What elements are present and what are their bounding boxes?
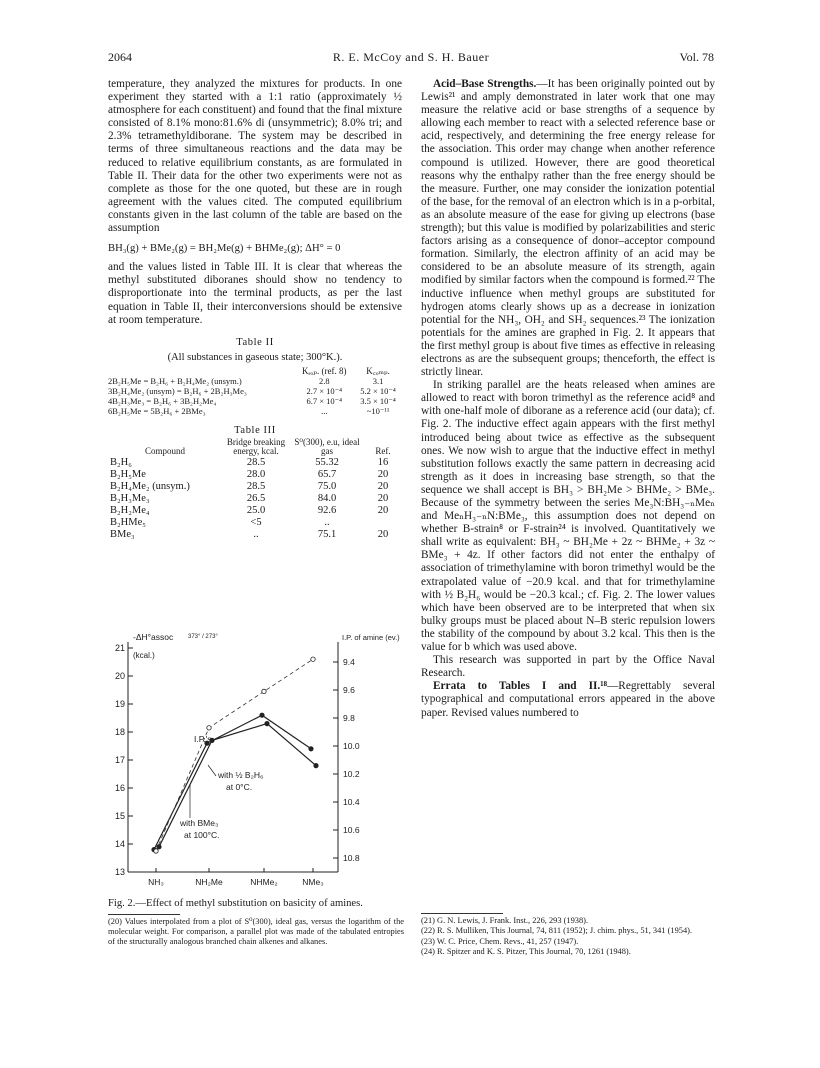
right-column [421,78,715,720]
table2 [108,366,402,416]
left-tick-label: 21 [114,643,125,653]
right-paragraph-2: In striking parallel are the heats released when amines are allowed to react with boron trimethyl as the reference acid⁸ and with one-half mole of diborane as a reference acid (our data); cf. Fig. 2. The inductive effect again appears with the first methyl introduced being about twice as effective as the subsequent ones. We now wish to argue that the inductive effect in methyl substitution follows exactly the same pattern in decreasing acid strength as it does in increasing base strength, so that the sequence we shall accept is BH₃ > BH₂Me > BHMe₂ > BMe₃. Because of the symmetry between the series Me₃N:BH₃₋ₙMeₙ and MeₙH₃₋ₙN:BMe₃, this assumption does not depend on whether B-strain⁸ or F-strain²⁴ is involved. Quantitatively we shall write as equivalent: BH₃ ~ BH₂Me + 2z ~ BHMe₂ + 3z ~ BMe₃ + 4z. If other factors did not enter the enthalpy of association of trimethylamine with boron trimethyl would be the extrapolated value of −20.9 kcal. and that for trimethylamine with ½ B₂H₆ would be −20.3 kcal.; cf. Fig. 2. The lower values which have been observed are to be interpreted that when six bulky groups must be placed about N–B steric repulsion lowers the stability of the compound by about 3.2 kcal. This then is the value for b which was used above. [421,379,715,654]
running-header [108,50,714,68]
data-point [260,713,264,717]
left-tick-label: 16 [114,783,125,793]
data-point [314,763,318,767]
x-tick-label: NMe₃ [302,877,324,887]
left-tick-label: 13 [114,867,125,877]
table-cell: .. [324,516,330,528]
right-tick-label: 10.2 [343,769,360,779]
table-cell: 20 [377,480,389,492]
paragraph-text: —Regrettably several typographical and computational errors appeared in the above paper. Revised values numbered to [421,680,716,719]
data-point [311,657,315,661]
table-cell: ~10⁻¹¹ [366,405,390,416]
footnote-rule [108,914,180,915]
data-point [309,747,313,751]
table-header-cell: Ref. [375,446,391,457]
table-cell: 20 [377,468,389,480]
table-cell: 26.5 [246,492,266,504]
annotation-pointer [208,765,216,776]
table-cell: 25.0 [246,504,266,516]
table-cell: 65.7 [317,468,337,480]
table-row [108,493,402,505]
data-point [154,849,158,853]
right-tick-label: 9.8 [343,713,355,723]
table-cell: 4B₂H₃Me₃ = B₂H₆ + 3B₂H₂Me₄ [108,395,217,406]
right-paragraph-4 [421,680,715,719]
table-cell: 20 [377,504,389,516]
right-tick-label: 9.4 [343,657,355,667]
left-axis-title: -ΔH°assoc [133,632,174,642]
section-heading-errata: Errata to Tables I and II.¹⁸ [433,680,607,693]
table-cell: 2B₂H₅Me = B₂H₆ + B₂H₄Me₂ (unsym.) [108,375,242,386]
table-row [108,529,402,541]
left-tick-label: 18 [114,727,125,737]
table-cell: 20 [377,528,389,540]
table3-caption: Table III [234,424,276,436]
left-tick-label: 14 [114,839,125,849]
table-row [108,406,402,416]
left-paragraph-2: and the values listed in Table III. It is clear that whereas the methyl substituted diboranes should show no tendency to disproportionate into the terminal products, as per the last equation in Table II, their interconversions should be extensive at room temperature. [108,261,402,326]
right-tick-label: 10.0 [343,741,360,751]
annotation-diborane-temp: at 0°C. [226,782,253,792]
table-row [108,396,402,406]
right-tick-label: 10.4 [343,797,360,807]
table-cell: 3.5 × 10⁻⁴ [360,395,396,406]
table-header-cell: Compound [144,446,185,457]
running-authors: R. E. McCoy and S. H. Bauer [332,50,490,64]
table-cell: 3.1 [372,375,384,386]
right-paragraph-3: This research was supported in part by the Office Naval Research. [421,654,715,680]
table-cell: B₂H₅Me [110,468,146,480]
table-cell: 16 [377,456,389,468]
left-tick-label: 17 [114,755,125,765]
figure-caption: Fig. 2.—Effect of methyl substitution on basicity of amines. [108,898,363,909]
equilibrium-equation: BH₃(g) + BMe₂(g) = BH₂Me(g) + BHMe₂(g); ΔH° = 0 [108,243,341,255]
annotation-diborane: with ½ B₂H₆ [218,770,264,780]
footnote-rule [421,913,503,914]
table-cell: 92.6 [317,504,337,516]
footnotes-right [421,913,717,958]
table3 [108,438,402,541]
left-tick-label: 19 [114,699,125,709]
left-axis-unit: (kcal.) [133,651,155,660]
table-cell: .. [253,528,259,540]
footnote-21: (21) G. N. Lewis, J. Frank. Inst., 226, 293 (1938). [421,916,589,925]
right-tick-label: 9.6 [343,685,355,695]
table-cell: 3B₂H₄Me₂ (unsym) = B₂H₆ + 2B₂H₃Me₃ [108,385,247,396]
table-header-cell: K꜀ₒₘₚ. [366,365,390,376]
table-header-cell: Bridge breaking energy, kcal. [226,436,286,457]
footnote-23: (23) W. C. Price, Chem. Revs., 41, 257 (1947). [421,936,579,946]
table-cell: 6B₂H₅Me = 5B₂H₆ + 2BMe₃ [108,405,206,416]
table-row [108,386,402,396]
table-cell: 28.5 [246,456,266,468]
table-row [108,376,402,386]
paragraph-text: —It has been originally pointed out by Lewis²¹ and amply demonstrated in later work that one may measure the relative acid or base strengths of a sequence by allowing each member to react with a selected reference base or acid, respectively, and determining the free energy release for the association. This order may change when another reference compound is utilized. However, there are good theoretical reasons why the enthalpy rather than the free energy should be the measure. Further, one may consider the ionization potential of the base, for the removal of an electron which is in a p-orbital, as an absolute measure of the ease for giving up electrons (base strength); but this value is modified by polarizabilities and steric factors arising as a consequence of donor–acceptor compound formation. Similarly, the electron affinity of an acid may be considered to be an absolute measure of its strength, again modified by similar factors when the compound is formed.²² The inductive influence when methyl groups are substituted for hydrogen atoms clearly shows up as a decrease in ionization potential for the NH₃, OH₂ and SH₂ sequences.²³ The ionization potentials for the amines are graphed in Fig. 2. It appears that the first methyl group is about five times as effective in releasing electrons as are the subsequent groups; thenceforth, the effect is strictly linear. [421,78,715,379]
table-cell: 5.2 × 10⁻⁴ [360,385,396,396]
right-axis-title: I.P. of amine (ev.) [342,633,400,642]
table-cell: 28.5 [246,480,266,492]
table-cell: B₂H₂Me₄ [110,504,150,516]
table-cell [364,517,402,529]
table-cell: 28.0 [246,468,266,480]
left-column [108,78,402,541]
figure-2-chart [108,630,404,898]
table-cell: 2.8 [318,375,330,386]
table-row [108,517,402,529]
table-header-cell: Kₑₓₚ. (ref. 8) [302,365,347,376]
table-row [108,481,402,493]
right-tick-label: 10.8 [343,853,360,863]
table-header-row [108,366,402,376]
table-cell: BMe₃ [110,528,135,540]
table-cell: B₂H₃Me₃ [110,492,150,504]
table-cell: 2.7 × 10⁻⁴ [306,385,343,396]
table-cell: ... [321,405,328,416]
footnote-20: (20) Values interpolated from a plot of S⁰(300), ideal gas, versus the logarithm of the molecular weight. For comparison, a parallel plot was made of the tabulated entropies of the structurally analogous branched chain alkenes and alkanes. [108,917,404,946]
table-cell: 6.7 × 10⁻⁴ [306,395,343,406]
annotation-bme3: with BMe₃ [180,818,219,828]
table-header-cell: S⁰(300), e.u, ideal gas [294,436,360,457]
x-tick-label: NH₃ [148,877,164,887]
table-cell: B₂H₄Me₂ (unsym.) [110,480,190,492]
table-row [108,469,402,481]
data-point [262,689,266,693]
footnote-left [108,914,404,947]
table-cell: 20 [377,492,389,504]
data-point [265,721,269,725]
x-tick-label: NH₂Me [195,877,223,887]
chart-plot-area [115,632,400,887]
table-cell: 75.0 [317,480,337,492]
annotation-bme3-temp: at 100°C. [184,830,220,840]
right-paragraph-1 [421,78,715,379]
x-tick-label: NHMe₂ [250,877,278,887]
table-cell: <5 [250,516,262,528]
left-axis-superscript: 373° / 273° [188,634,218,640]
table-cell: 55.32 [315,456,339,468]
footnote-22: (22) R. S. Mulliken, This Journal, 74, 811 (1952); J. chim. phys., 51, 341 (1954). [421,926,693,936]
footnote-24: (24) R. Spitzer and K. S. Pitzer, This Journal, 70, 1261 (1948). [421,947,631,957]
table-cell: 75.1 [317,528,337,540]
table-row [108,505,402,517]
table-cell: B₂H₆ [110,456,132,468]
annotation-ips: I.P.'s [194,734,212,744]
table-header-row [108,438,402,457]
right-tick-label: 10.6 [343,825,360,835]
section-heading-acid-base: Acid–Base Strengths. [433,78,537,90]
volume-label: Vol. 78 [679,50,714,64]
left-paragraph-1: temperature, they analyzed the mixtures for products. In one experiment they started with a 1:1 ratio (approximately ½ atmosphere for each constituent) and found that the final mixture consisted of 8.1% mono:81.6% di (unsymmetric); 8.0% tri; and 2.3% tetramethyldiborane. The system may be described in terms of three simultaneous reactions and the data may be reduced to relative equilibrium constants, as are formulated in Table II. Their data for the other two experiments were not as complete as those for the one quoted, but these are in rough agreement with the values cited. The computed equilibrium constants given in the last column of the table are based on the assumption [108,78,402,235]
table2-caption: Table II [236,336,274,348]
left-tick-label: 15 [114,811,125,821]
table-row [108,457,402,469]
data-point [207,726,211,730]
left-tick-label: 20 [114,671,125,681]
table-cell: B₂HMe₅ [110,516,146,528]
page-number: 2064 [108,50,132,64]
table2-subtitle: (All substances in gaseous state; 300°K.). [167,351,343,363]
table-cell: 84.0 [317,492,337,504]
